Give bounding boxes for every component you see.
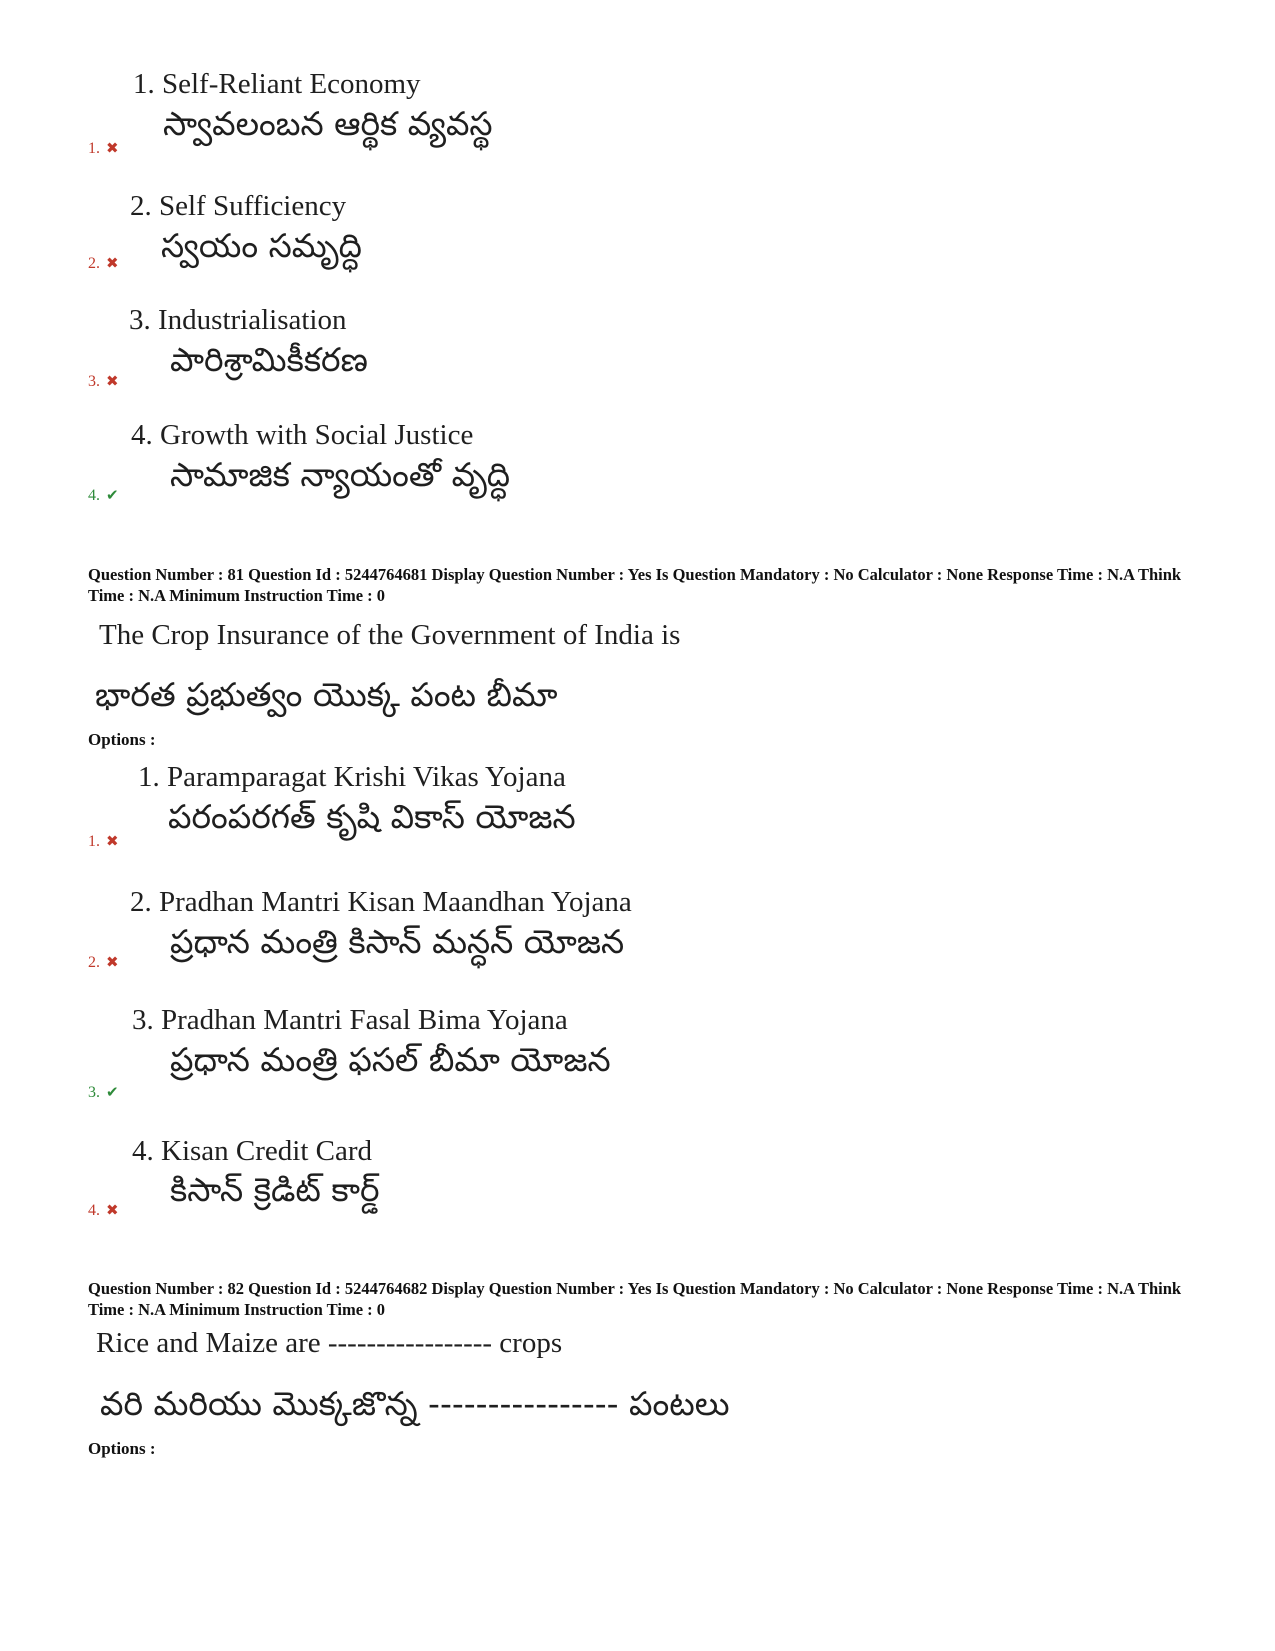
prev-option-3-english: 3. Industrialisation: [129, 304, 347, 336]
q81-option-3-telugu: ప్రధాన మంత్రి ఫసల్ బీమా యోజన: [170, 1040, 611, 1079]
question-82-text-telugu: వరి మరియు మొక్కజొన్న ---------------- పంటలు: [100, 1384, 730, 1423]
q81-option-1-marker: [88, 832, 119, 851]
wrong-mark-icon: ✖: [106, 256, 119, 272]
question-81-text-english: The Crop Insurance of the Government of India is: [99, 619, 681, 651]
question-82-meta: Question Number : 82 Question Id : 5244764682 Display Question Number : Yes Is Question Mandatory : No Calculator : None Response Time : N.A Think Time : N.A Minimum Instruction Time : 0: [88, 1279, 1182, 1319]
q81-option-3-english: 3. Pradhan Mantri Fasal Bima Yojana: [132, 1004, 568, 1036]
question-81-meta: Question Number : 81 Question Id : 5244764681 Display Question Number : Yes Is Question Mandatory : No Calculator : None Response Time : N.A Think Time : N.A Minimum Instruction Time : 0: [88, 565, 1182, 605]
q81-option-2-telugu: ప్రధాన మంత్రి కిసాన్ మన్ధన్ యోజన: [170, 922, 625, 961]
question-81-text-telugu: భారత ప్రభుత్వం యొక్క పంట బీమా: [95, 675, 558, 714]
prev-option-1-marker: [88, 139, 119, 158]
correct-mark-icon: ✔: [106, 488, 119, 504]
option-number: 2.: [88, 255, 100, 272]
option-number: 2.: [88, 954, 100, 971]
option-number: 1.: [88, 833, 100, 850]
prev-option-3-telugu: పారిశ్రామికీకరణ: [170, 340, 368, 379]
option-number: 3.: [88, 1084, 100, 1101]
question-82-options-label: Options :: [88, 1439, 156, 1458]
wrong-mark-icon: ✖: [106, 1203, 119, 1219]
q81-option-4-telugu: కిసాన్ క్రెడిట్ కార్డ్: [170, 1170, 380, 1209]
option-number: 1.: [88, 140, 100, 157]
option-number: 4.: [88, 487, 100, 504]
prev-option-2-marker: [88, 254, 119, 273]
wrong-mark-icon: ✖: [106, 834, 119, 850]
q81-option-1-english: 1. Paramparagat Krishi Vikas Yojana: [138, 761, 566, 793]
option-number: 3.: [88, 373, 100, 390]
prev-option-1-telugu: స్వావలంబన ఆర్థిక వ్యవస్థ: [163, 104, 493, 143]
wrong-mark-icon: ✖: [106, 955, 119, 971]
prev-option-3-marker: [88, 372, 119, 391]
wrong-mark-icon: ✖: [106, 374, 119, 390]
prev-option-4-marker: [88, 486, 119, 505]
q81-option-2-marker: [88, 953, 119, 972]
option-number: 4.: [88, 1202, 100, 1219]
q81-option-4-english: 4. Kisan Credit Card: [132, 1135, 373, 1167]
prev-option-2-telugu: స్వయం సమృద్ధి: [161, 226, 362, 265]
wrong-mark-icon: ✖: [106, 141, 119, 157]
q81-option-4-marker: [88, 1201, 119, 1220]
question-81-options-label: Options :: [88, 730, 156, 749]
q81-option-3-marker: [88, 1083, 119, 1102]
question-82-text-english: Rice and Maize are ----------------- crops: [96, 1327, 563, 1359]
prev-option-2-english: 2. Self Sufficiency: [130, 190, 347, 222]
prev-option-4-english: 4. Growth with Social Justice: [131, 419, 474, 451]
q81-option-1-telugu: పరంపరగత్ కృషి వికాస్ యోజన: [168, 797, 576, 836]
correct-mark-icon: ✔: [106, 1085, 119, 1101]
q81-option-2-english: 2. Pradhan Mantri Kisan Maandhan Yojana: [130, 886, 632, 918]
prev-option-4-telugu: సామాజిక న్యాయంతో వృద్ధి: [170, 455, 511, 494]
prev-option-1-english: 1. Self-Reliant Economy: [133, 68, 421, 100]
